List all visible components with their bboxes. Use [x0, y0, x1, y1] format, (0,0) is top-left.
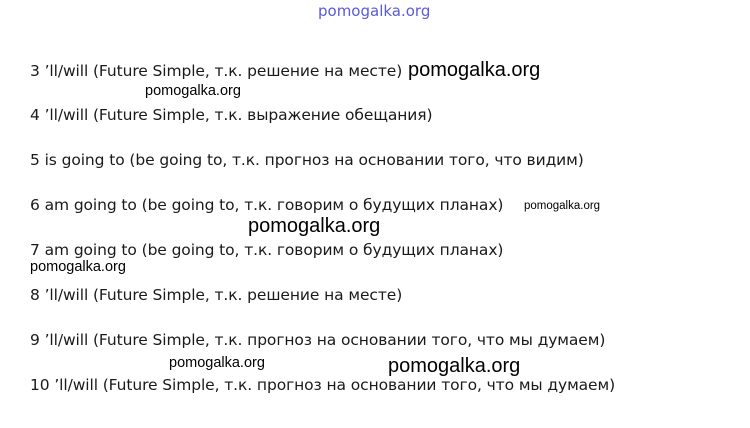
answer-line-8: 8 ’ll/will (Future Simple, т.к. решение на месте) [30, 286, 403, 304]
answer-line-4: 4 ’ll/will (Future Simple, т.к. выражение обещания) [30, 106, 433, 124]
answer-line-9: 9 ’ll/will (Future Simple, т.к. прогноз на основании того, что мы думаем) [30, 331, 606, 349]
answer-line-7: 7 am going to (be going to, т.к. говорим о будущих планах) [30, 241, 504, 259]
answer-line-5: 5 is going to (be going to, т.к. прогноз на основании того, что видим) [30, 151, 584, 169]
answer-line-3: 3 ’ll/will (Future Simple, т.к. решение на месте) [30, 62, 403, 80]
answer-line-6: 6 am going to (be going to, т.к. говорим о будущих планах) [30, 196, 504, 214]
watermark-small: pomogalka.org [145, 83, 241, 99]
watermark-tiny: pomogalka.org [524, 200, 601, 212]
watermark-large: pomogalka.org [248, 215, 381, 237]
watermark-small: pomogalka.org [30, 259, 126, 275]
watermark-large: pomogalka.org [408, 59, 541, 81]
watermark-large: pomogalka.org [388, 355, 521, 377]
watermark-small: pomogalka.org [169, 355, 265, 371]
watermark-top: pomogalka.org [318, 2, 431, 20]
answer-line-10: 10 ’ll/will (Future Simple, т.к. прогноз на основании того, что мы думаем) [30, 376, 616, 394]
